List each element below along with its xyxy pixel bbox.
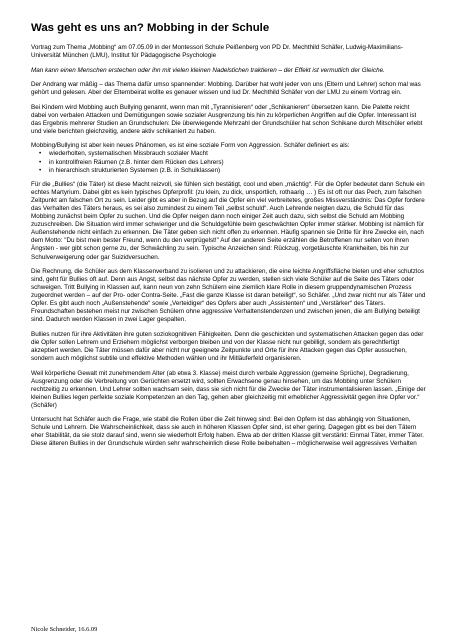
- intro-paragraph: Vortrag zum Thema „Mobbing“ am 07.05.09 in der Montessori Schule Peißenberg von PD Dr. Mechthild Schäfer, Ludwig-Maximilians-Universität München (LMU), Institut für Pädagogische Psychologie: [31, 44, 403, 60]
- paragraph-5: Die Rechnung, die Schüler aus dem Klassenverband zu isolieren und zu attackieren, die eine leichte Angriffsfläche bieten und eher schutzlos sind, geht für Bullies oft auf. Denn aus Angst, selbst das nächste Opfer zu werden, stellen sich viele Schüler auf die Seite des Täters oder schweigen. Tritt Bullying in Klassen auf, kann neun von zehn Schülern eine ziemlich klare Rolle in diesem gruppendynamischen Prozess zugeordnet werden – auf der Pro- oder Contra-Seite. „Fast die ganze Klasse ist daran beteiligt“, so Schäfer. „Und zwar nicht nur als Täter und Opfer. Es gibt auch noch „Außenstehende“ sowie „Verteidiger“ des Opfers aber auch „Assistenten“ und „Verstärker“ des Täters. Freundschaften bestehen meist nur zwischen Schülern ohne aggressive Verhaltenstendenzen und zwischen jenen, die am Bullying beteiligt sind. Dadurch werden Klassen in zwei Lager gespalten.: [31, 268, 426, 324]
- paragraph-6: Bullies nutzen für ihre Aktivitäten ihre guten soziokognitiven Fähigkeiten. Denn die geschickten und systematischen Attacken gegen das oder die Opfer sollen Lehrern und Erziehern möglichst verborgen bleiben und von der Klasse nicht nur gebilligt, sondern als gerechtfertigt akzeptiert werden. Die Täter müssen dafür aber nicht nur geeignete Zeitpunkte und Orte für ihre Attacken gegen das Opfer aussuchen, sondern auch möglichst subtile und effektive Methoden wählen und ihr Mitläuferfeld organisieren.: [31, 330, 424, 363]
- paragraph-2: Bei Kindern wird Mobbing auch Bullying genannt, wenn man mit „Tyrannisieren“ oder „Schikanieren“ übersetzen kann. Die Palette reicht dabei von verbalen Attacken und Demütigungen sowie sozialer Ausgrenzung bis hin zu körperlichen Angriffen auf die Opfer. Interessant ist das Ergebnis mehrerer Studien an Grundschulen: Die überwiegende Mehrzahl der Grundschüler hat schon Schikane durch Mitschüler erlebt und viele berichten gleichzeitig, andere aktiv schikaniert zu haben.: [31, 103, 423, 135]
- paragraph-3: Mobbing/Bullying ist aber kein neues Phänomen, es ist eine soziale Form von Aggression. Schäfer definiert es als:: [31, 142, 350, 150]
- list-item: • in hierarchisch strukturierten Systemen (z.B. in Schulklassen): [49, 167, 426, 175]
- paragraph-1: Der Andrang war mäßig – das Thema dafür umso spannender: Mobbing. Darüber hat wohl jeder von uns (Eltern und Lehrer) schon mal was gehört und gelesen. Aber der Elternbeirat wollte es genauer wissen und lud Dr. Mechthild Schäfer von der LMU zu einem Vortrag ein.: [31, 81, 421, 97]
- paragraph-4: Für die „Bullies“ (die Täter) ist diese Macht reizvoll, sie fühlen sich bestätigt, cool und eben „mächtig“. Für die Opfer bedeutet dann Schule ein echtes Martyrium. Dabei gibt es kein typisches Opferprofil: (zu klein, zu dick, unsportlich, rothaarig … ) Es ist oft nur das Pech, zum falschen Zeitpunkt am falschen Ort zu sein. Leider gibt es aber in Bezug auf die Opfer ein viel verbreitetes, großes Missverständnis: Das Opfer fordere das Verhalten des Täters heraus, es sei also zumindest zu einem Teil „selbst schuld“. Auch Lehrende neigten dazu, die Schuld für das Mobbing zunächst beim Opfer zu suchen. Und die Opfer neigen dann noch einiger Zeit auch dazu, sich selbst die Schuld am Mobbing zuzuschreiben. Die Situation wird immer schwieriger und die Schuldgefühle beim geschwächten Opfer immer stärker. Mobbing ist nämlich für Außenstehende nicht einfach zu erkennen. Die Täter geben sich nicht offen zu erkennen. Häufig spannen sie Dritte für ihre Zwecke ein, nach dem Motto: "Du bist mein bester Freund, wenn du den verprügelst!" Auf der anderen Seite erzählen die Betroffenen nur selten von ihren Ängsten - wer gibt schon gerne zu, der Schwächling zu sein. Typische Anzeichen sind: Rückzug, vorgetäuschte Krankheiten, bis hin zur Schulverweigerung oder gar Suizidversuchen.: [31, 181, 425, 261]
- lead-quote: Man kann einen Menschen erstechen oder ihn mit vielen kleinen Nadelstichen traktieren – der Effekt ist vermutlich der Gleiche.: [31, 66, 385, 74]
- footer-author-date: Nicole Schneider, 16.6.09: [31, 626, 98, 633]
- paragraph-7: Weil körperliche Gewalt mit zunehmendem Alter (ab etwa 3. Klasse) meist durch verbale Aggression (gemeine Sprüche), Degradierung, Ausgrenzung oder die Verbreitung von Gerüchten ersetzt wird, sollten Erwachsene genau hinsehen, um das Mobbing unter Schülern rechtzeitig zu erkennen. Und Lehrer sollten wachsam sein, dass sie sich nicht für die Zwecke der Täter instrumentalisieren lassen. „Einige der kleinen Bullies legen perfekte soziale Kompetenzen an den Tag, gehen aber gleichzeitig mit erheblicher Aggressivität gegen ihre Opfer vor.“ (Schäfer): [31, 369, 426, 409]
- list-item: • in kontrollfreien Räumen (z.B. hinter dem Rücken des Lehrers): [49, 159, 426, 167]
- paragraph-8: Untersucht hat Schäfer auch die Frage, wie stabil die Rollen über die Zeit hinweg sind: Bei den Opfern ist das abhängig von Situationen, Schule und Lehrern. Die Wahrscheinlichkeit, dass sie auch in höheren Klassen Opfer sind, ist eher gering. Dagegen gibt es bei den Tätern eher Stabilität, da sie stolz darauf sind, wenn sie wiederholt Erfolg haben. Etwa ab der dritten Klasse gilt verstärkt: Einmal Täter, immer Täter. Diese älteren Bullies in der Grundschule würden sehr wahrscheinlich diese Rolle beibehalten – möglicherweise weil aggressives Verhalten: [31, 416, 424, 448]
- page-title: Was geht es uns an? Mobbing in der Schule: [31, 22, 270, 34]
- list-item: • wiederholten, systematischen Missbrauch sozialer Macht: [49, 150, 426, 158]
- definition-list: [31, 150, 426, 174]
